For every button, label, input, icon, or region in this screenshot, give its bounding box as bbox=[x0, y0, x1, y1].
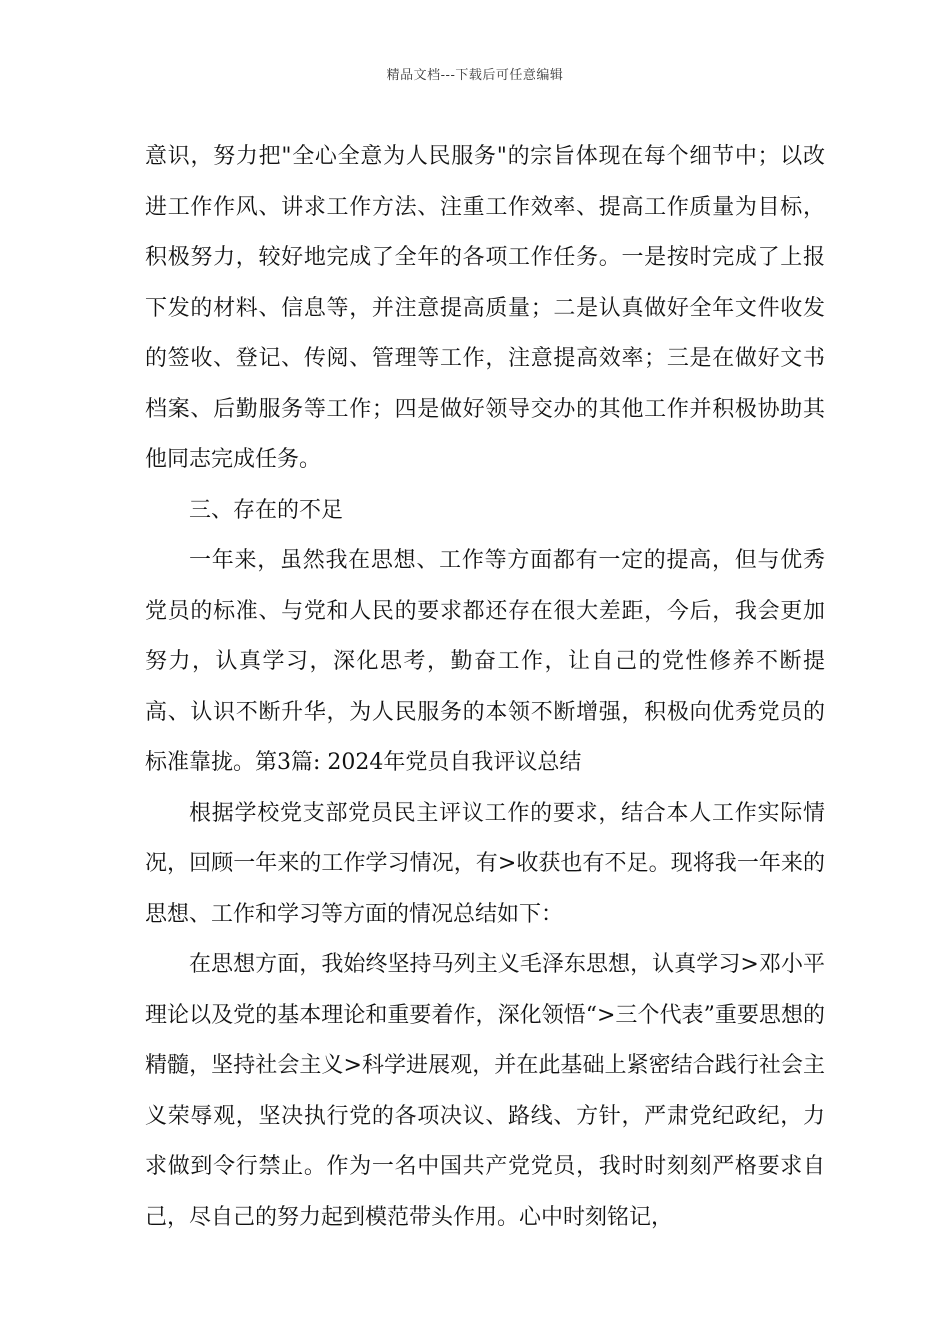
paragraph-3: 一年来，虽然我在思想、工作等方面都有一定的提高，但与优秀党员的标准、与党和人民的要求都还存在很大差距，今后，我会更加努力，认真学习，深化思考，勤奋工作，让自己的党性修养不断提高、认识不断升华，为人民服务的本领不断增强，积极向优秀党员的标准靠拢。第3篇: 2024年党员自我评议总结 bbox=[145, 548, 825, 775]
page-header: 精品文档---下载后可任意编辑 bbox=[386, 68, 564, 83]
paragraph-5: 在思想方面，我始终坚持马列主义毛泽东思想，认真学习>邓小平理论以及党的基本理论和重要着作，深化领悟“>三个代表”重要思想的精髓，坚持社会主义>科学进展观，并在此基础上紧密结合践行社会主义荣辱观，坚决执行党的各项决议、路线、方针，严肃党纪政纪，力求做到令行禁止。作为一名中国共产党党员，我时时刻刻严格要求自己，尽自己的努力起到模范带头作用。心中时刻铭记， bbox=[145, 952, 825, 1230]
section-heading-shortcomings: 三、存在的不足 bbox=[189, 497, 344, 523]
paragraph-1: 意识，努力把"全心全意为人民服务"的宗旨体现在每个细节中；以改进工作作风、讲求工作方法、注重工作效率、提高工作质量为目标，积极努力，较好地完成了全年的各项工作任务。一是按时完成了上报下发的材料、信息等，并注意提高质量；二是认真做好全年文件收发的签收、登记、传阅、管理等工作，注意提高效率；三是在做好文书档案、后勤服务等工作；四是做好领导交办的其他工作并积极协助其他同志完成任务。 bbox=[145, 144, 825, 472]
document-body bbox=[145, 132, 825, 1243]
paragraph-4: 根据学校党支部党员民主评议工作的要求，结合本人工作实际情况，回顾一年来的工作学习情况，有>收获也有不足。现将我一年来的思想、工作和学习等方面的情况总结如下： bbox=[145, 800, 825, 927]
